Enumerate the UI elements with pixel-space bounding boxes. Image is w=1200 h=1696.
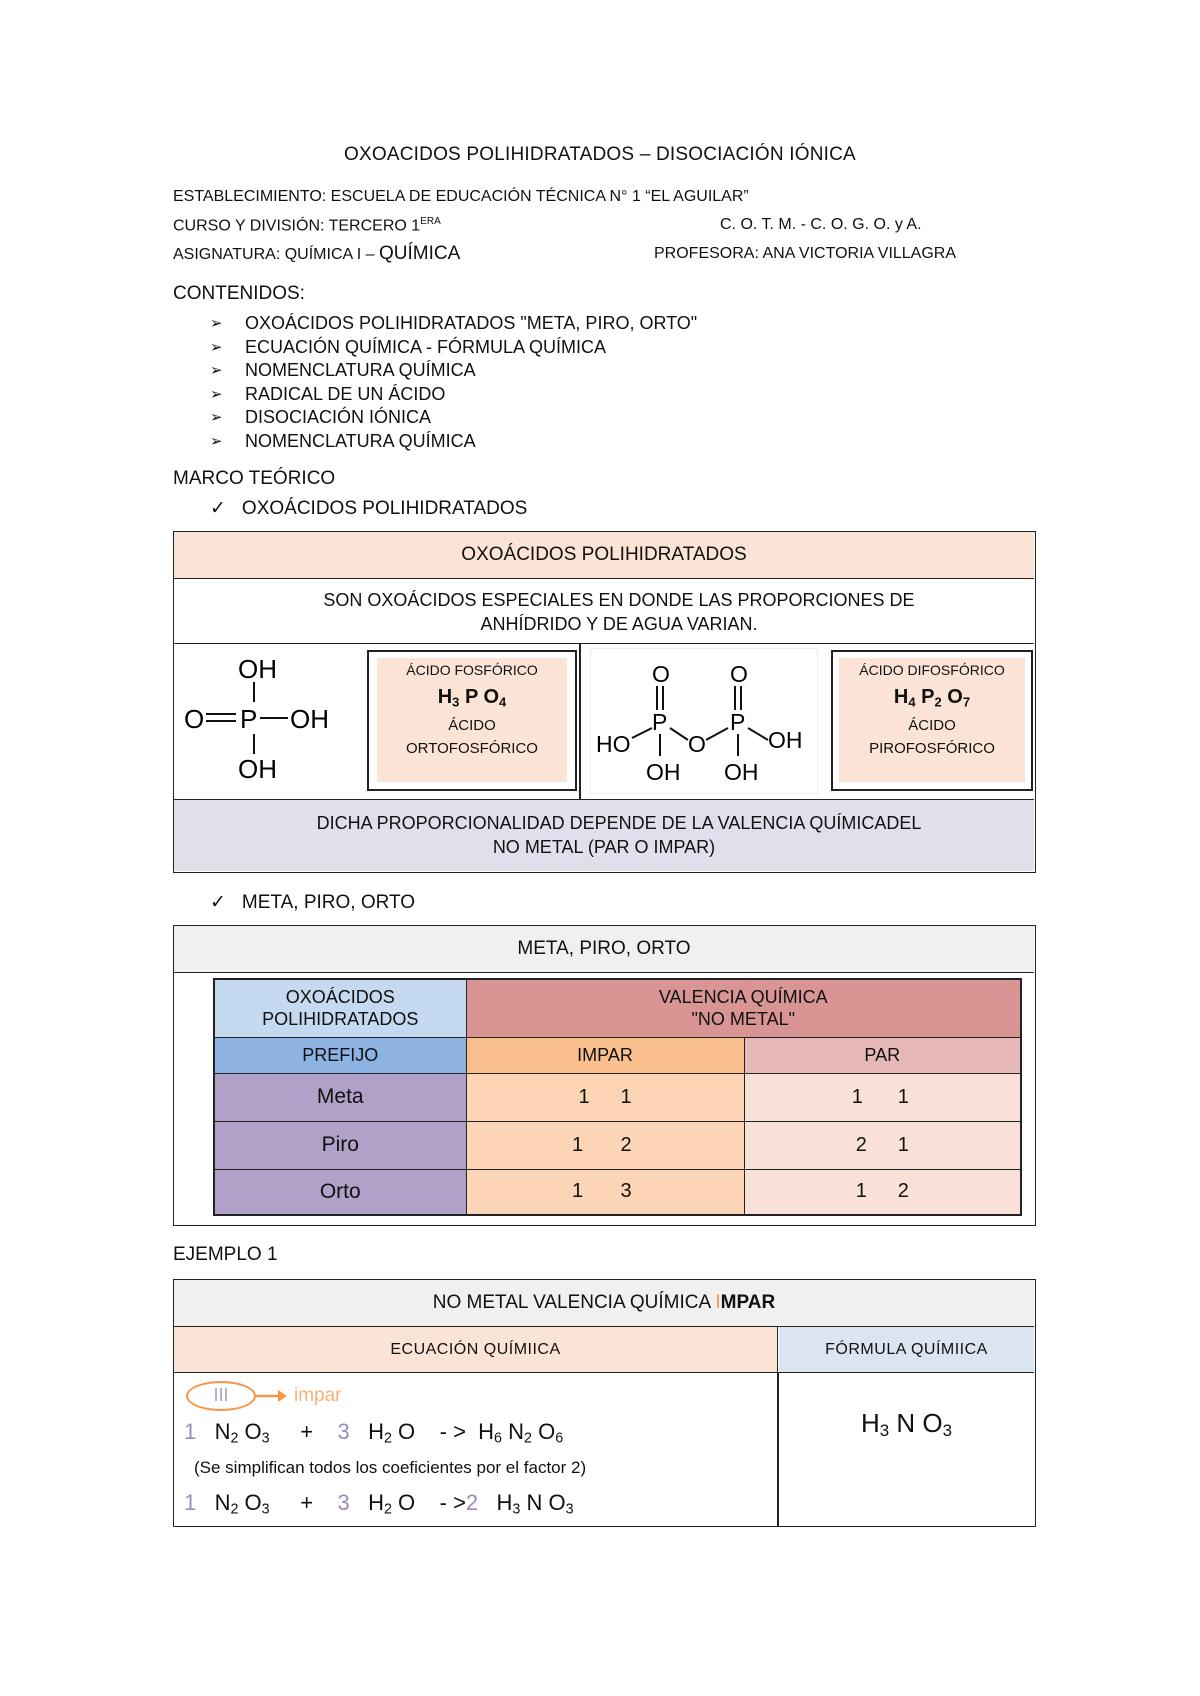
- acid-name: ÁCIDO DIFOSFÓRICO: [859, 662, 1005, 678]
- oxoacidos-footer: [174, 800, 1034, 871]
- establecimiento: ESTABLECIMIENTO: ESCUELA DE EDUCACIÓN TÉCNICA N° 1 “EL AGUILAR”: [173, 188, 749, 205]
- acid-formula: [377, 686, 567, 709]
- struct-label: OH: [290, 704, 329, 734]
- list-item-label: NOMENCLATURA QUÍMICA: [245, 430, 476, 451]
- formula-part: O: [922, 1408, 943, 1438]
- valence-num: 2: [620, 1133, 632, 1156]
- table-row-label: Orto: [214, 1169, 466, 1215]
- head-line: OXOÁCIDOS: [285, 987, 395, 1008]
- acid-alt-name: ORTOFOSFÓRICO: [406, 740, 538, 758]
- asignatura-suffix: QUÍMICA: [378, 243, 461, 264]
- valence-num: 1: [851, 1085, 863, 1108]
- meta-piro-orto-box: [173, 925, 1036, 1226]
- curso: [173, 216, 441, 235]
- head-line: POLIHIDRATADOS: [262, 1009, 419, 1030]
- struct-label: O: [730, 661, 748, 687]
- col-head-oxoacidos: [214, 979, 466, 1037]
- reaction-arrow: - >: [439, 1490, 466, 1515]
- struct-label: OH: [646, 759, 681, 785]
- head-line: "NO METAL": [691, 1009, 795, 1030]
- table-cell: [744, 1073, 1021, 1121]
- formula-sub: 3: [565, 1501, 574, 1518]
- formula-sub: 2: [230, 1430, 239, 1447]
- impar-cell: IMPAR: [466, 1037, 744, 1073]
- table-cell: [466, 1121, 744, 1169]
- list-item-label: NOMENCLATURA QUÍMICA: [245, 360, 476, 380]
- formula-part: O: [542, 1490, 566, 1515]
- table-cell: [744, 1169, 1021, 1215]
- list-item: [210, 312, 697, 336]
- formula-part: H: [437, 686, 453, 708]
- oxoacidos-box-header: OXOÁCIDOS POLIHIDRATADOS: [174, 532, 1034, 579]
- formula-part: N: [889, 1408, 923, 1438]
- par-cell: PAR: [744, 1037, 1021, 1073]
- header-letter: I: [715, 1292, 721, 1313]
- formula-sub: 3: [942, 1421, 953, 1441]
- coefficient: 1: [184, 1419, 197, 1444]
- table-cell: [466, 1073, 744, 1121]
- formula-part: P: [459, 686, 484, 708]
- acid-card-phosphoric: [367, 650, 577, 791]
- formula-sub: 2: [383, 1501, 392, 1518]
- formula-part: N: [502, 1419, 524, 1444]
- coefficient: 2: [465, 1490, 479, 1515]
- formula-sub: 3: [261, 1501, 270, 1518]
- table-row-label: Piro: [214, 1121, 466, 1169]
- pyrophosphoric-structure: [590, 648, 818, 794]
- formula-sub: 2: [383, 1430, 392, 1447]
- arrow-right-icon: [256, 1386, 288, 1406]
- acid-card-inner: [377, 658, 567, 782]
- valence-num: 1: [620, 1085, 632, 1108]
- prefijo-cell: PREFIJO: [214, 1037, 466, 1073]
- valence-num: 3: [620, 1180, 632, 1203]
- formula-part: O: [391, 1490, 416, 1515]
- coefficient: 1: [184, 1490, 197, 1515]
- formula-part: N: [214, 1490, 231, 1515]
- arrow-bullet-icon: ➢: [210, 385, 223, 403]
- arrow-bullet-icon: ➢: [210, 409, 223, 426]
- arrow-bullet-icon: ➢: [210, 315, 223, 332]
- description-line: SON OXOÁCIDOS ESPECIALES EN DONDE LAS PROPORCIONES DE: [323, 590, 915, 610]
- valence-num: 2: [897, 1180, 909, 1203]
- formula-sub: 2: [230, 1501, 239, 1518]
- formula-sub: 4: [908, 694, 916, 710]
- coefficient: 3: [337, 1419, 350, 1444]
- formula-sub: 3: [261, 1430, 270, 1447]
- formula-part: N: [214, 1419, 231, 1444]
- valence-table: [213, 978, 1022, 1216]
- col-ecuacion: ECUACIÓN QUÍMIICA: [174, 1327, 778, 1373]
- cotm: C. O. T. M. - C. O. G. O. y A.: [720, 216, 922, 233]
- formula-sub: 3: [879, 1421, 890, 1441]
- curso-sup: ERA: [420, 216, 441, 227]
- plus-sign: +: [300, 1490, 314, 1515]
- check-item-2: [210, 891, 415, 914]
- footer-line: DICHA PROPORCIONALIDAD DEPENDE DE LA VALENCIA QUÍMICADEL: [316, 813, 922, 833]
- struct-label: OH: [238, 654, 277, 684]
- valence-num: 2: [855, 1133, 867, 1156]
- meta-piro-orto-header: META, PIRO, ORTO: [174, 926, 1034, 973]
- valence-num: 1: [571, 1180, 584, 1203]
- impar-label: impar: [294, 1385, 342, 1406]
- formula-part: O: [941, 686, 963, 708]
- valence-num: 1: [897, 1085, 909, 1108]
- struct-label: O: [688, 731, 706, 757]
- coefficient: 3: [337, 1490, 350, 1515]
- reaction-arrow: - >: [439, 1419, 466, 1444]
- acid-alt-name: ÁCIDO: [908, 717, 956, 735]
- formula-part: O: [483, 686, 500, 708]
- page-title: OXOACIDOS POLIHIDRATADOS – DISOCIACIÓN IÓNICA: [344, 144, 856, 165]
- footer-line: NO METAL (PAR O IMPAR): [492, 837, 716, 857]
- struct-label: O: [184, 704, 205, 734]
- struct-label: P: [730, 709, 746, 735]
- formula-part: O: [531, 1419, 556, 1444]
- valence-num: 1: [578, 1085, 590, 1108]
- arrow-bullet-icon: ➢: [210, 338, 223, 356]
- formula-part: H: [860, 1408, 880, 1438]
- oxoacidos-box: [173, 531, 1036, 873]
- struct-label: P: [240, 704, 258, 734]
- acid-card-inner: [839, 658, 1025, 782]
- acid-formula: [839, 686, 1025, 709]
- formula-part: O: [238, 1419, 262, 1444]
- formula-sub: 7: [962, 694, 971, 710]
- ejemplo-box: [173, 1279, 1036, 1527]
- description-line: ANHÍDRIDO Y DE AGUA VARIAN.: [480, 614, 758, 634]
- acid-alt-name: ÁCIDO: [448, 717, 496, 735]
- struct-label: OH: [238, 754, 277, 784]
- formula-sub: 3: [452, 694, 460, 710]
- formula-sub: 2: [524, 1430, 532, 1447]
- list-item-label: ECUACIÓN QUÍMICA - FÓRMULA QUÍMICA: [245, 336, 607, 357]
- table-row-label: Meta: [214, 1073, 466, 1121]
- formula-part: P: [915, 686, 935, 708]
- asignatura-prefix: ASIGNATURA: QUÍMICA I –: [173, 246, 375, 263]
- formula-sub: 2: [934, 694, 942, 710]
- col-head-valencia: [466, 979, 1021, 1037]
- table-cell: [744, 1121, 1021, 1169]
- valence-oval: III: [186, 1381, 256, 1411]
- list-item-label: RADICAL DE UN ÁCIDO: [245, 383, 446, 404]
- valence-num: 1: [571, 1133, 584, 1156]
- check-label: META, PIRO, ORTO: [241, 892, 416, 913]
- list-item: [210, 406, 697, 430]
- formula-part: H: [496, 1490, 513, 1515]
- plus-sign: +: [300, 1419, 314, 1444]
- marco-title: MARCO TEÓRICO: [173, 468, 336, 489]
- valence-num: 1: [897, 1133, 909, 1156]
- col-formula: FÓRMULA QUÍMIICA: [779, 1327, 1034, 1373]
- check-item-1: [210, 497, 527, 520]
- header-bold: MPAR: [720, 1292, 776, 1313]
- check-icon: ✓: [210, 498, 226, 519]
- contenidos-list: [210, 312, 697, 453]
- formula-sub: 4: [499, 694, 507, 710]
- formula-part: O: [391, 1419, 416, 1444]
- ejemplo-header: [174, 1280, 1034, 1327]
- formula-part: H: [368, 1419, 384, 1444]
- arrow-bullet-icon: ➢: [210, 432, 223, 450]
- check-label: OXOÁCIDOS POLIHIDRATADOS: [241, 498, 528, 519]
- formula-part: O: [238, 1490, 262, 1515]
- valence-num: 1: [855, 1180, 867, 1203]
- curso-text: CURSO Y DIVISIÓN: TERCERO 1: [173, 217, 421, 235]
- formula-part: H: [893, 686, 909, 708]
- equation-2: [184, 1490, 574, 1518]
- structures-row: [174, 644, 1034, 800]
- formula-part: H: [478, 1419, 495, 1444]
- list-item-label: DISOCIACIÓN IÓNICA: [245, 407, 432, 427]
- acid-alt-name: PIROFOSFÓRICO: [869, 740, 995, 758]
- profesora: PROFESORA: ANA VICTORIA VILLAGRA: [654, 245, 957, 262]
- column-divider: [777, 1372, 779, 1527]
- formula-part: H: [368, 1490, 384, 1515]
- check-icon: ✓: [210, 892, 226, 913]
- struct-label: OH: [768, 727, 803, 753]
- contenidos-title: CONTENIDOS:: [173, 283, 305, 304]
- header-text: NO METAL VALENCIA QUÍMICA: [432, 1292, 716, 1313]
- list-item: [210, 359, 697, 383]
- orthophosphoric-structure: [182, 652, 342, 792]
- list-item: [210, 383, 697, 407]
- list-item: [210, 336, 697, 360]
- equation-1: [184, 1419, 563, 1447]
- struct-label: P: [652, 709, 668, 735]
- formula-sub: 3: [512, 1501, 521, 1518]
- struct-label: HO: [596, 731, 631, 757]
- acid-card-diphosphoric: [831, 650, 1033, 791]
- simplification-note: (Se simplifican todos los coeficientes por el factor 2): [194, 1458, 587, 1477]
- list-item: [210, 430, 697, 454]
- acid-name: ÁCIDO FOSFÓRICO: [406, 662, 538, 678]
- column-divider: [579, 644, 581, 799]
- struct-label: O: [652, 661, 670, 687]
- list-item-label: OXOÁCIDOS POLIHIDRATADOS "META, PIRO, ORTO": [245, 313, 698, 333]
- table-cell: [466, 1169, 744, 1215]
- struct-label: OH: [724, 759, 759, 785]
- head-line: VALENCIA QUÍMICA: [658, 987, 828, 1008]
- formula-result: [779, 1408, 1034, 1441]
- ejemplo-title: EJEMPLO 1: [173, 1244, 278, 1265]
- formula-part: N: [520, 1490, 543, 1515]
- asignatura: [173, 243, 460, 265]
- arrow-bullet-icon: ➢: [210, 362, 223, 379]
- formula-sub: 6: [494, 1430, 502, 1447]
- formula-sub: 6: [555, 1430, 564, 1447]
- oxoacidos-description: [174, 579, 1034, 644]
